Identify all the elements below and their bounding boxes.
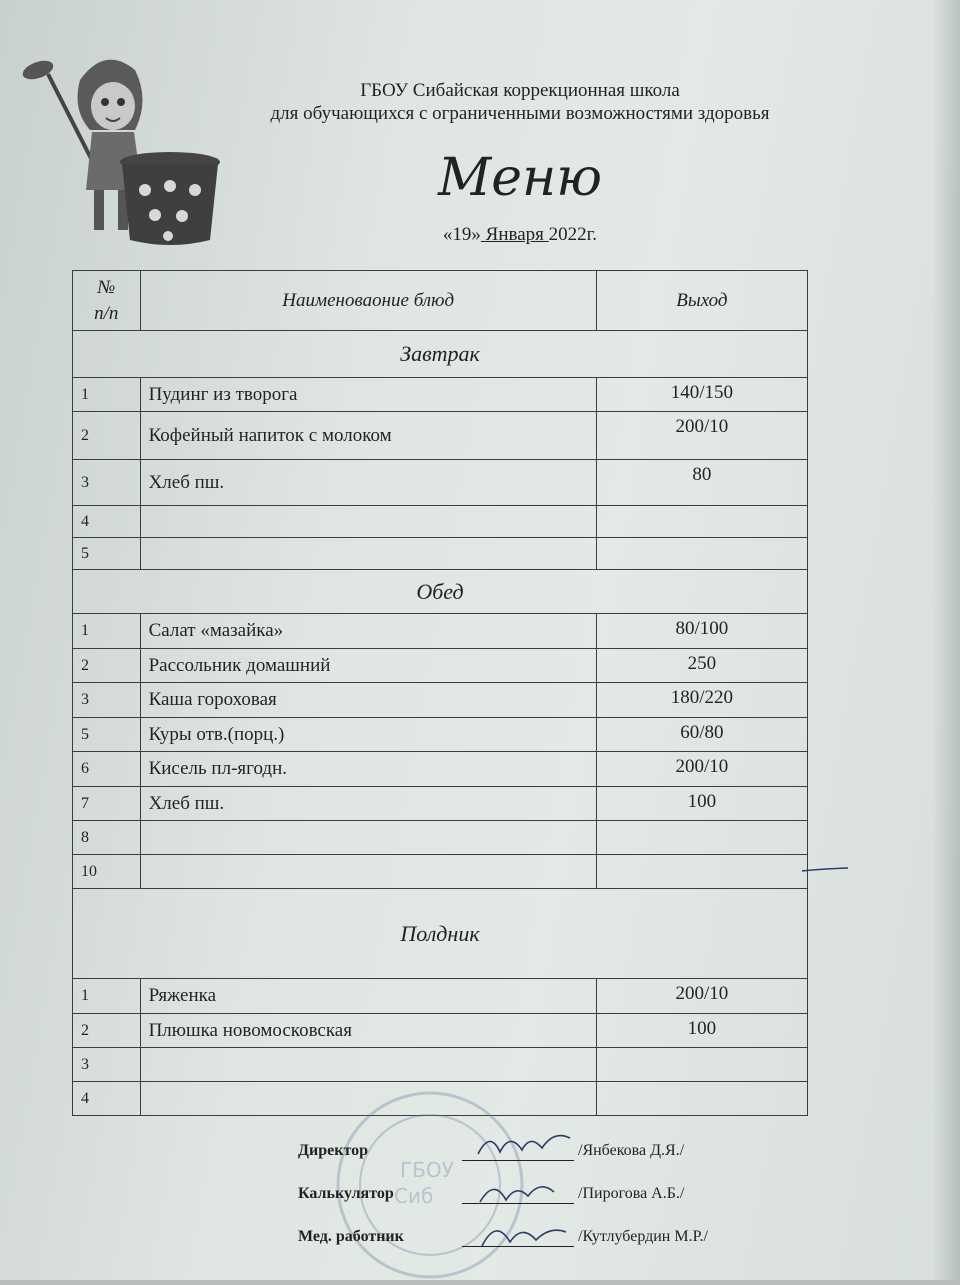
row-number: 3 xyxy=(73,1048,141,1082)
dish-name: Кисель пл-ягодн. xyxy=(140,752,596,787)
table-row xyxy=(73,460,808,506)
row-number: 8 xyxy=(73,821,141,855)
dish-name: Хлеб пш. xyxy=(140,787,596,821)
pen-mark xyxy=(800,862,852,876)
signature-role: Калькулятор xyxy=(298,1185,394,1202)
row-number: 10 xyxy=(73,855,141,889)
dish-output xyxy=(596,506,807,538)
dish-output: 250 xyxy=(596,649,807,683)
dish-name: Хлеб пш. xyxy=(140,460,596,506)
table-row xyxy=(73,718,808,752)
table-row xyxy=(73,855,808,889)
table-header-row xyxy=(73,271,808,331)
row-number: 1 xyxy=(73,378,141,412)
dish-output: 140/150 xyxy=(596,378,807,412)
table-row xyxy=(73,752,808,787)
row-number: 2 xyxy=(73,1014,141,1048)
row-number: 4 xyxy=(73,1082,141,1116)
dish-name xyxy=(140,506,596,538)
dish-name: Куры отв.(порц.) xyxy=(140,718,596,752)
dish-name: Плюшка новомосковская xyxy=(140,1014,596,1048)
table-row xyxy=(73,614,808,649)
signature-role: Мед. работник xyxy=(298,1228,404,1245)
date-month: Января xyxy=(485,224,549,245)
dish-output: 200/10 xyxy=(596,412,807,460)
svg-text:ГБОУ: ГБОУ xyxy=(400,1158,454,1182)
row-number: 6 xyxy=(73,752,141,787)
table-row xyxy=(73,538,808,570)
dish-name xyxy=(140,821,596,855)
table-row xyxy=(73,1048,808,1082)
row-number: 1 xyxy=(73,614,141,649)
row-number: 2 xyxy=(73,412,141,460)
table-row xyxy=(73,683,808,718)
dish-name: Ряженка xyxy=(140,979,596,1014)
section-row-breakfast xyxy=(73,331,808,378)
table-row xyxy=(73,979,808,1014)
table-row xyxy=(73,787,808,821)
dish-output xyxy=(596,538,807,570)
date-year: 2022г. xyxy=(548,224,598,245)
dish-name: Пудинг из творога xyxy=(140,378,596,412)
school-name: ГБОУ Сибайская коррекционная школа xyxy=(360,80,680,101)
table-row xyxy=(73,378,808,412)
row-number: 5 xyxy=(73,718,141,752)
pot-icon xyxy=(120,152,220,245)
calculator-signature-scribble xyxy=(470,1170,580,1214)
row-number: 2 xyxy=(73,649,141,683)
dish-name: Салат «мазайка» xyxy=(140,614,596,649)
school-subtitle: для обучающихся с ограниченными возможностями здоровья xyxy=(270,103,770,124)
table-row xyxy=(73,506,808,538)
row-number: 1 xyxy=(73,979,141,1014)
header-output: Выход xyxy=(596,271,807,331)
row-number: 3 xyxy=(73,683,141,718)
dish-name: Кофейный напиток с молоком xyxy=(140,412,596,460)
section-title: Завтрак xyxy=(73,331,808,378)
header-number: № п/п xyxy=(73,271,141,331)
table-row xyxy=(73,821,808,855)
header-dish-name: Наименоваоние блюд xyxy=(140,271,596,331)
dish-name xyxy=(140,1048,596,1082)
dish-name: Каша гороховая xyxy=(140,683,596,718)
section-title: Полдник xyxy=(73,889,808,979)
signature-medic xyxy=(298,1228,404,1246)
row-number: 3 xyxy=(73,460,141,506)
svg-text:Сиб: Сиб xyxy=(394,1184,434,1208)
row-number: 7 xyxy=(73,787,141,821)
table-row xyxy=(73,649,808,683)
signature-calculator xyxy=(298,1185,394,1203)
signature-name: /Кутлубердин М.Р./ xyxy=(578,1228,708,1245)
signature-role: Директор xyxy=(298,1142,368,1159)
section-title: Обед xyxy=(73,570,808,614)
dish-output: 80/100 xyxy=(596,614,807,649)
section-row-afternoon-snack xyxy=(73,889,808,979)
menu-date xyxy=(380,224,660,246)
dish-name xyxy=(140,855,596,889)
dish-output xyxy=(596,1048,807,1082)
signature-name: /Пирогова А.Б./ xyxy=(578,1185,685,1202)
dish-output: 80 xyxy=(596,460,807,506)
signature-director xyxy=(298,1142,368,1160)
section-row-lunch xyxy=(73,570,808,614)
page-title: Меню xyxy=(437,148,603,208)
dish-output: 100 xyxy=(596,1014,807,1048)
dish-output xyxy=(596,821,807,855)
table-row xyxy=(73,1014,808,1048)
menu-table xyxy=(72,270,808,1116)
table-row xyxy=(73,412,808,460)
date-day: «19» xyxy=(442,224,481,245)
row-number: 5 xyxy=(73,538,141,570)
dish-output: 200/10 xyxy=(596,979,807,1014)
dish-output: 200/10 xyxy=(596,752,807,787)
dish-output: 60/80 xyxy=(596,718,807,752)
dish-output xyxy=(596,855,807,889)
medic-signature-scribble xyxy=(470,1212,580,1256)
dish-name xyxy=(140,538,596,570)
director-signature-scribble xyxy=(470,1124,580,1168)
dish-output: 100 xyxy=(596,787,807,821)
dish-output xyxy=(596,1082,807,1116)
dish-output: 180/220 xyxy=(596,683,807,718)
row-number: 4 xyxy=(73,506,141,538)
signature-name: /Янбекова Д.Я./ xyxy=(578,1142,685,1159)
paper-shadow xyxy=(932,0,960,1280)
dish-name: Рассольник домашний xyxy=(140,649,596,683)
masha-cooking-illustration xyxy=(10,40,220,250)
